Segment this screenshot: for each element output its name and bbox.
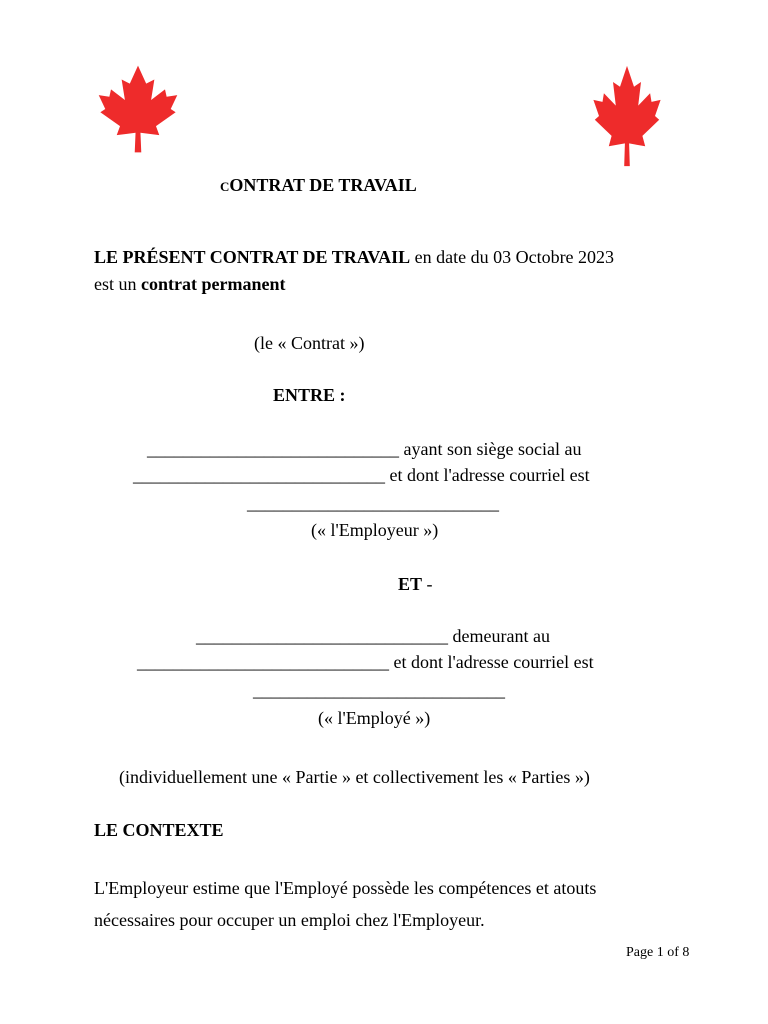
employer-name-blank[interactable]: ____________________________ xyxy=(147,439,399,459)
employee-line1-text: demeurant au xyxy=(448,626,550,646)
employer-address-blank[interactable]: ____________________________ xyxy=(133,465,385,485)
employee-email-blank[interactable]: ____________________________ xyxy=(253,680,505,700)
contrat-label: (le « Contrat ») xyxy=(254,333,365,353)
entre-label: ENTRE : xyxy=(273,385,346,405)
employee-line-2 xyxy=(137,652,594,673)
employer-line-1 xyxy=(147,439,581,460)
intro-line-1 xyxy=(94,247,614,268)
intro-line-2 xyxy=(94,274,285,295)
et-label xyxy=(398,574,433,595)
employer-line-2 xyxy=(133,465,590,486)
employee-name-blank[interactable]: ____________________________ xyxy=(196,626,448,646)
maple-leaf-right-shape xyxy=(593,66,660,166)
context-paragraph-line-2: nécessaires pour occuper un emploi chez l'Employeur. xyxy=(94,910,485,930)
maple-leaf-right-svg xyxy=(592,64,662,168)
context-paragraph-line-1: L'Employeur estime que l'Employé possède les compétences et atouts xyxy=(94,878,597,898)
intro-date: en date du 03 Octobre 2023 xyxy=(410,247,615,267)
page-number: Page 1 of 8 xyxy=(626,945,690,960)
employee-line-1 xyxy=(196,626,550,647)
title-first-letter: C xyxy=(220,179,230,194)
maple-leaf-icon xyxy=(96,64,180,154)
et-bold: ET xyxy=(398,574,423,594)
employee-label: (« l'Employé ») xyxy=(318,708,431,728)
intro-line2-prefix: est un xyxy=(94,274,141,294)
intro-bold-lead: LE PRÉSENT CONTRAT DE TRAVAIL xyxy=(94,247,411,267)
context-heading: LE CONTEXTE xyxy=(94,820,224,840)
employer-email-blank[interactable]: ____________________________ xyxy=(247,493,499,513)
document-title xyxy=(220,175,417,196)
maple-leaf-left-shape xyxy=(99,66,178,153)
title-rest: ONTRAT DE TRAVAIL xyxy=(229,175,417,195)
employee-line2-text: et dont l'adresse courriel est xyxy=(389,652,594,672)
employer-label: (« l'Employeur ») xyxy=(311,520,439,540)
maple-leaf-left-svg xyxy=(96,64,180,154)
parties-definition: (individuellement une « Partie » et collectivement les « Parties ») xyxy=(119,767,590,787)
employer-line2-text: et dont l'adresse courriel est xyxy=(385,465,590,485)
et-suffix: - xyxy=(422,574,433,594)
intro-contract-type: contrat permanent xyxy=(141,274,286,294)
employee-address-blank[interactable]: ____________________________ xyxy=(137,652,389,672)
maple-leaf-icon xyxy=(592,64,662,168)
employer-line1-text: ayant son siège social au xyxy=(399,439,582,459)
